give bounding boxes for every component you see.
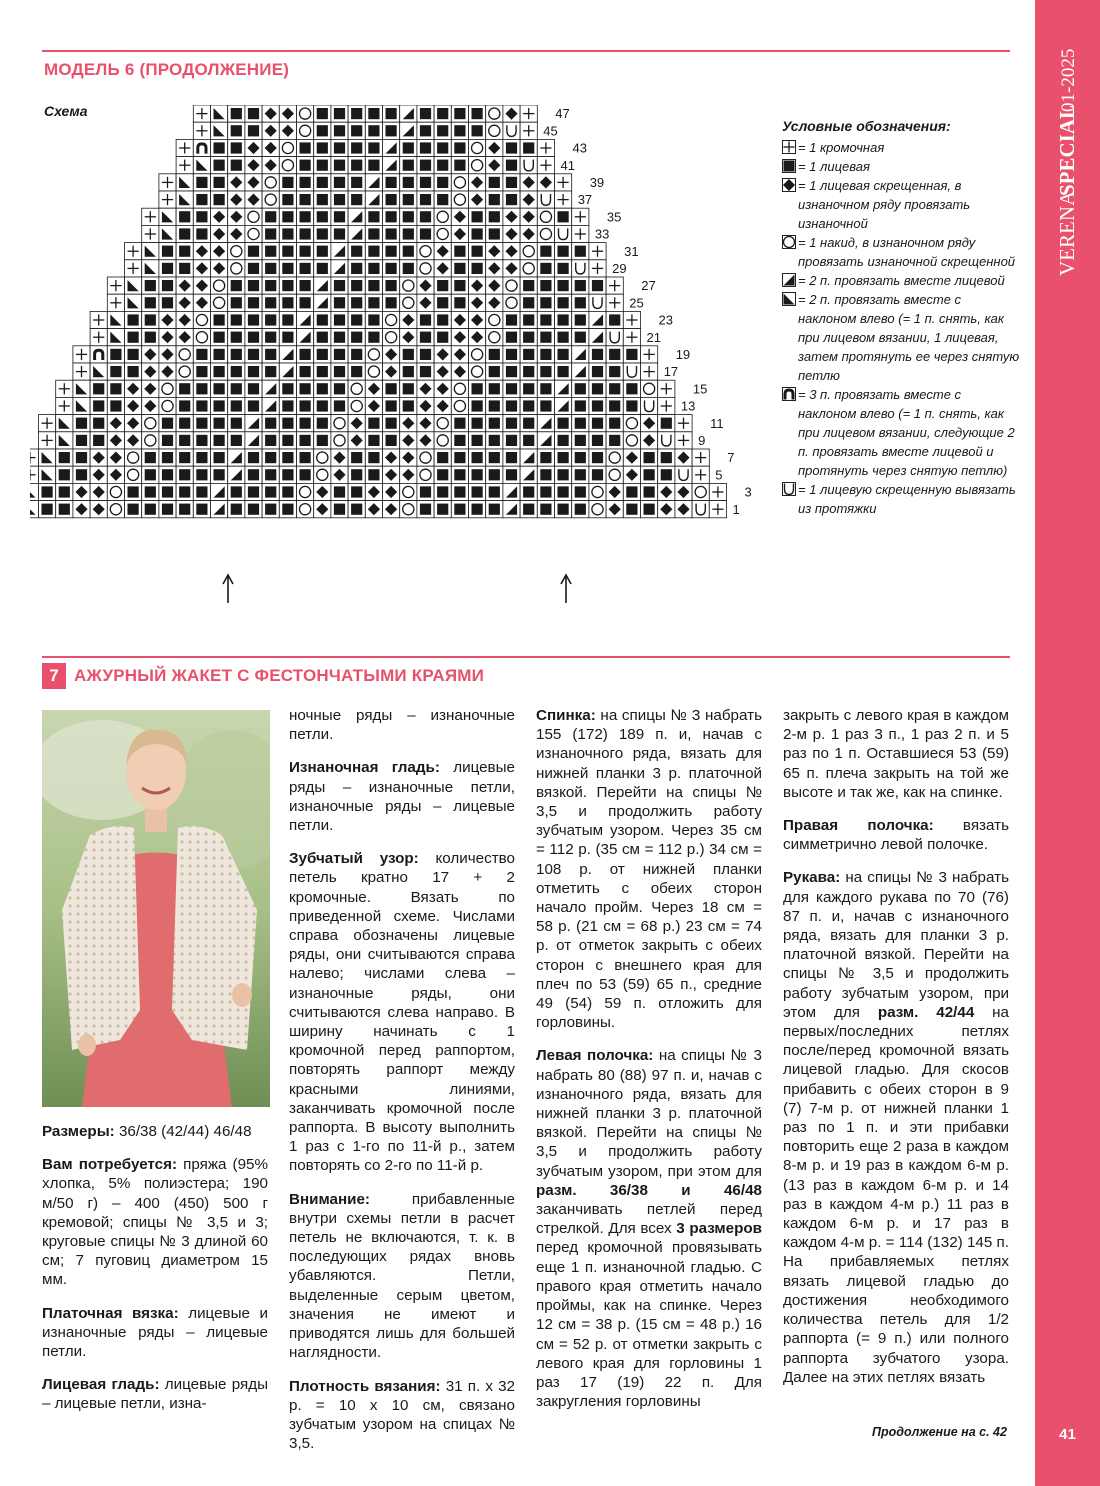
paragraph-heading: Внимание: [289,1190,370,1208]
row-number: 13 [680,398,696,414]
text-column-1 [42,1122,268,1428]
chart-cell [331,243,348,260]
ssk-icon [782,292,796,306]
chart-cell [331,260,348,277]
continued-note: Продолжение на с. 42 [872,1425,1007,1439]
paragraph-text: 36/38 (42/44) 46/48 [114,1123,252,1140]
paragraph-text: ночные ряды – изнаночные петли. [289,707,515,744]
paragraph [289,758,515,835]
section7-title: АЖУРНЫЙ ЖАКЕТ С ФЕСТОНЧАТЫМИ КРАЯМИ [74,666,485,685]
chart-cell [211,105,228,122]
row-number: 39 [589,175,605,190]
legend-text: = 2 п. провязать вместе с наклоном влево (= 1 п. снять, как при лицевом вязании, 1 лицевая, затем протянуть ее через снятую петлю [798,292,1020,383]
chart-cell [90,346,107,363]
paragraph [42,1122,268,1141]
row-number: 25 [629,295,644,311]
section-divider [42,50,1010,52]
legend-item [782,480,1022,518]
row-number: 43 [572,140,587,156]
chart-cell [279,346,296,363]
row-number: 23 [658,312,673,328]
legend-text: = 1 лицевая [798,159,870,174]
legend-item [782,385,1022,480]
paragraph-heading: Левая полочка: [536,1047,654,1065]
paragraph-text: 31 п. х 32 р. = 10 х 10 см, связано зубчатым узором на спицах № 3,5. [289,1377,516,1453]
legend-text: = 1 накид, в изнаночном ряду провязать изнаночной скрещенной [798,235,1016,269]
paragraph-heading: Лицевая гладь: [42,1376,160,1394]
text-column-3 [536,706,762,1425]
k3tog-left-icon [782,387,796,401]
paragraph-heading: Вам потребуется: [42,1156,178,1174]
row-number: 33 [594,226,610,242]
legend-item [782,138,1022,157]
paragraph [42,1155,268,1289]
chart-cell [228,449,245,466]
chart-cell [56,432,73,449]
row-number: 47 [555,106,570,122]
paragraph-text: прибавленные внутри схемы петли в расчет петель не включаются, т. к. в последующих рядах вновь убавляются. Петли, выделенные серым цветом, значения не имеют и приводятся лишь для большей наглядности. [289,1190,515,1362]
section6-title: МОДЕЛЬ 6 (ПРОДОЛЖЕНИЕ) [44,60,290,79]
text-column-4 [783,706,1009,1401]
magazine-name [1041,40,1093,280]
legend [782,117,1022,518]
row-number: 35 [606,209,622,225]
legend-item [782,233,1022,271]
legend-text: = 2 п. провязать вместе лицевой [798,273,1005,288]
legend-item [782,176,1022,233]
paragraph [42,1375,268,1413]
paragraph-text: лицевые ряды – изнаночные петли, изнаночные ряды – лицевые петли. [289,759,515,835]
row-number: 41 [560,157,575,173]
row-number: 21 [646,329,661,345]
chart-row [56,397,675,414]
chart-row [142,225,589,242]
chart-row [125,243,607,260]
row-number: 1 [732,501,740,517]
paragraph [289,1190,515,1363]
magazine-brand-left: VERENA [1055,190,1079,276]
row-number: 37 [577,192,593,208]
knit-stitch-icon [782,159,796,173]
paragraph-heading: 3 размеров [676,1220,762,1238]
chart-row [90,329,640,346]
paragraph [783,868,1009,1386]
legend-item [782,290,1022,385]
paragraph [783,706,1009,802]
paragraph-text: на спицы № 3 набрать 155 (172) 189 п. и, начав с изнаночного ряда, вязать для нижней планки 3 р. платочной вязкой. Перейти на спицы № 3,5 и продолжить работу зубчатым узором. Через 35 см = 112 р. (35 см = 112 р.) 34 см = 108 р. от нижней планки отметить с обеих сторон начало пройм. Через 18 см = 58 р. (21 см = 68 р.) 23 см = 74 р. от отметок закрыть с обеих сторон с внешнего края для плеч по 53 (59) 65 п., средние 49 (54) 59 п. отложить для горловины. [536,707,762,1032]
row-number: 15 [692,381,708,397]
schema-label: Схема [44,103,88,119]
chart-cell [30,501,39,518]
paragraph-heading: Платочная вязка: [42,1304,179,1322]
row-number: 17 [663,364,679,380]
legend-text: = 1 лицевая скрещенная, в изнаночном ряду провязать изнаночной [798,178,971,231]
legend-title: Условные обозначения: [782,118,951,134]
legend-text: = 1 кромочная [798,140,885,155]
paragraph [42,1304,268,1362]
chart-cell [30,483,39,500]
row-number: 11 [710,415,724,431]
paragraph-heading: Изнаночная гладь: [289,759,440,777]
chart-cell [245,432,262,449]
chart-row [30,466,709,483]
chart-cell [193,139,210,156]
chart-cell [125,294,142,311]
chart-cell [555,397,572,414]
paragraph [536,706,762,1032]
paragraph [289,706,515,744]
chart-row [30,501,727,518]
chart-row [107,277,623,294]
chart-row [73,346,658,363]
chart-row [176,157,554,174]
paragraph-text: лицевые и изнаночные ряды – лицевые петли. [42,1304,268,1361]
k2tog-icon [782,273,796,287]
chart-cell [159,208,176,225]
legend-item [782,157,1022,176]
paragraph [536,1046,762,1411]
paragraph-heading: Правая полочка: [783,817,934,835]
paragraph [289,1377,515,1454]
model-photo [42,710,270,1107]
chart-cell [159,225,176,242]
row-number: 5 [715,467,723,483]
chart-row [30,483,727,500]
paragraph-heading: Спинка: [536,707,596,724]
chart-row [90,311,640,328]
chart-row [39,415,693,432]
row-number: 29 [612,261,627,276]
paragraph-heading: разм. 36/38 и 46/48 [536,1181,762,1199]
section7-number: 7 [42,663,66,689]
chart-row [56,380,675,397]
edge-stitch-icon [782,140,796,154]
magazine-issue: 01-2025 [1058,48,1079,112]
chart-row [176,139,554,156]
legend-item [782,271,1022,290]
chart-row [159,191,572,208]
paragraph-heading: Плотность вязания: [289,1377,441,1395]
knitting-chart [30,105,770,605]
paragraph-text: лицевые ряды – лицевые петли, изна- [42,1376,268,1413]
paragraph [289,849,515,1175]
chart-row [142,208,589,225]
paragraph-heading: Рукава: [783,869,841,887]
chart-cell [211,122,228,139]
paragraph-heading: Зубчатый узор: [289,850,419,868]
row-number: 7 [727,450,735,466]
paragraph-text: на первых/последних петлях после/перед кромочной вязать лицевой гладью. Для скосов прибавить с обеих сторон в 9 (7) 7-м р. от нижней планки 1 раз по 1 п. и эти прибавки повторить еще 2 раза в каждом 8-м р. и 19 раз в каждом 6-м р. (13 раз в каждом 6-м р. и 14 раз в каждом 4-м р.) 11 раз в каждом 6-м р. и 17 раз в каждом 4-м р. = 114 (132) 145 п. На прибавляемых петлях вязать лицевой гладью до достижения необходимого количества петель для 1/2 раппорта (= 9 п.) или полного раппорта зубчатого узора. Далее на этих петлях вязать [783,1003,1009,1386]
legend-text: = 3 п. провязать вместе с наклоном влево (= 1 п. снять, как при лицевом вязании, следующие 2 п. провязать вместе лицевой и протянуть через снятую петлю) [798,387,1015,478]
paragraph-text: пряжа (95% хлопка, 5% полиэстера; 190 м/50 г) – 400 (450) 500 г кремовой; спицы № 3,5 и 3; круговые спицы № 3 длиной 60 см; 7 пуговиц диаметром 15 мм. [42,1156,268,1289]
chart-cell [555,380,572,397]
yarn-over-icon [782,235,796,249]
paragraph [783,816,1009,854]
paragraph-text: заканчивать петлей перед стрелкой. Для всех [536,1201,762,1238]
paragraph-heading: разм. 42/44 [877,1003,975,1021]
row-number: 27 [641,278,656,294]
m1-twisted-icon [782,482,796,496]
chart-row [107,294,623,311]
chart-row [39,432,693,449]
paragraph-text: перед кромочной провязывать еще 1 п. изнаночной гладью. С правого края отметить начало проймы, как на спинке. Через 12 см = 38 р. (15 см = 48 р.) 16 см = 52 р. от отметки закрыть с левого края для горловины 1 раз 17 (19) 22 п. Для закругления горловины [536,1239,762,1411]
chart-cell [365,174,382,191]
chart-cell [176,174,193,191]
legend-text: = 1 лицевую скрещенную вывязать из протяжки [798,482,1016,516]
chart-row [73,363,658,380]
chart-row [159,174,572,191]
row-number: 3 [744,484,752,500]
row-number: 45 [543,123,558,139]
chart-row [193,105,537,122]
paragraph-heading: Размеры: [42,1123,115,1140]
row-number: 19 [675,347,691,362]
text-column-2 [289,706,515,1467]
paragraph-text: на спицы № 3 набрать 80 (88) 97 п. и, начав с изнаночного ряда, вязать для нижней планки 3 р. платочной вязкой. Перейти на спицы № 3,5 и продолжить работу зубчатым узором, при этом для [536,1047,763,1180]
paragraph-text: закрыть с левого края в каждом 2-м р. 1 раз 3 п., 1 раз 2 п. и 5 раз по 1 п. Оставшиеся 53 (59) 65 п. плеча закрыть на той же высоте и так же, как на спинке. [783,707,1009,801]
chart-cell [279,363,296,380]
chart-row [125,260,607,277]
section-divider [42,656,1010,658]
chart-row [30,449,709,466]
paragraph-text: вязать симметрично левой полочке. [783,817,1009,854]
magazine-brand-right: SPECIAL [1055,104,1079,196]
row-number: 9 [698,433,706,448]
row-number: 31 [624,243,639,259]
paragraph-text: на спицы № 3 набрать для каждого рукава по 70 (76) 87 п. и, начав с изнаночного ряда, вязать для планки 3 р. платочной вязкой. Перейти на спицы № 3,5 и продолжить работу зубчатым узором, при этом для [783,869,1009,1021]
page-number: 41 [1059,1426,1076,1443]
paragraph-text: количество петель кратно 17 + 2 кромочные. Вязать по приведенной схеме. Числами справа обозначены лицевые ряды, они считываются справа налево; числами слева – изнаночные ряды, они считываются слева направо. В ширину начинать с 1 кромочной перед раппортом, повторять раппорт между красными линиями, заканчивать кромочной после раппорта. В высоту выполнить 1 раз с 1-го по 11-й р., затем повторять со 2-го по 11-й р. [289,850,515,1175]
twisted-knit-icon [782,178,796,192]
chart-row [193,122,537,139]
